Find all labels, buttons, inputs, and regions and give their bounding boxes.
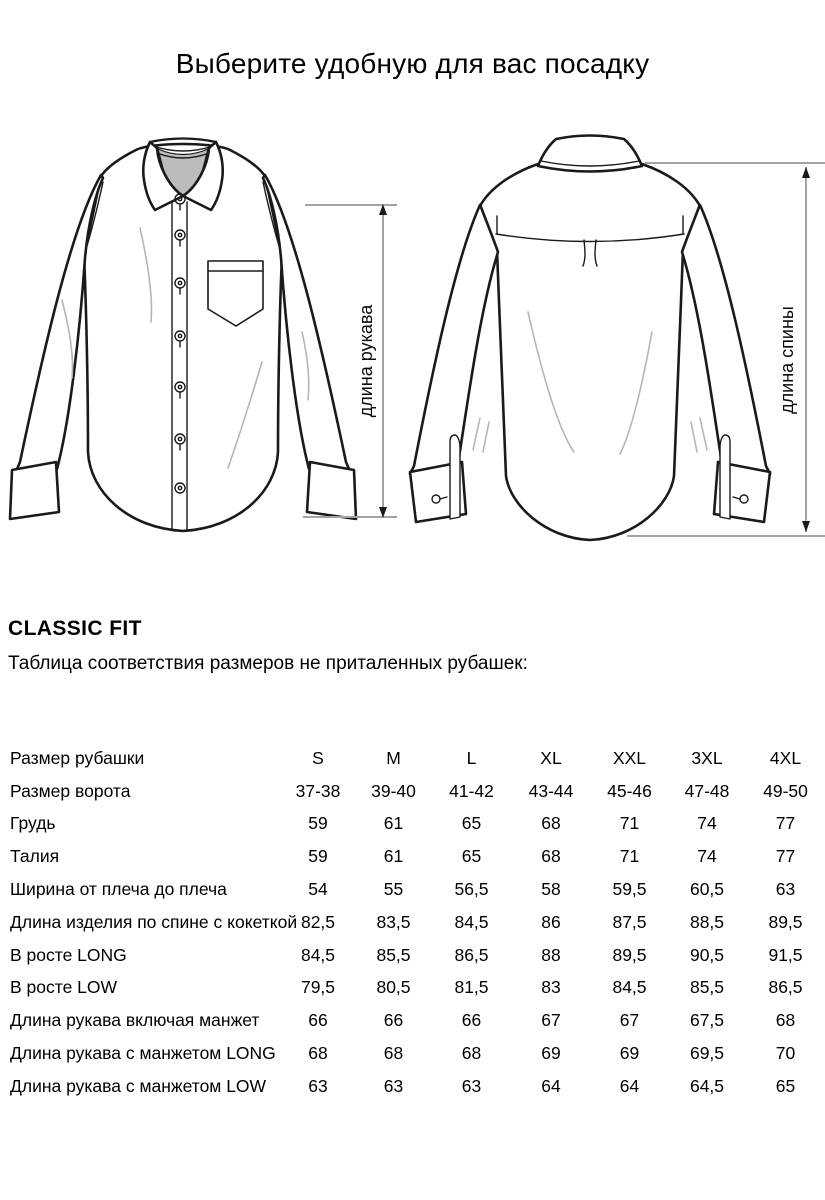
table-header-cell: XL — [540, 747, 562, 768]
table-cell: 68 — [461, 1043, 482, 1064]
table-header-cell: 3XL — [691, 747, 723, 768]
table-cell: 69,5 — [689, 1043, 725, 1064]
table-cell: 68 — [541, 846, 561, 867]
table-row-label: Длина изделия по спине с кокеткой — [10, 911, 298, 932]
table-cell: 45-46 — [607, 780, 652, 801]
table-cell: 49-50 — [763, 780, 808, 801]
table-row-label: Размер ворота — [10, 780, 131, 801]
table-header-cell: M — [386, 747, 401, 768]
table-cell: 65 — [775, 1075, 796, 1096]
table-cell: 41-42 — [449, 780, 494, 801]
table-cell: 60,5 — [689, 879, 725, 900]
table-cell: 64 — [541, 1075, 561, 1096]
table-cell: 88 — [541, 944, 561, 965]
table-cell: 74 — [697, 813, 717, 834]
table-subtitle: Таблица соответствия размеров не приталенных рубашек: — [8, 653, 528, 674]
table-header-cell: XXL — [612, 747, 647, 768]
shirt-back-drawing — [410, 136, 770, 541]
table-cell: 59,5 — [612, 879, 647, 900]
table-cell: 83 — [541, 977, 561, 998]
table-cell: 67 — [619, 1010, 640, 1031]
table-cell: 66 — [461, 1010, 482, 1031]
table-row-label: В росте LOW — [10, 977, 118, 998]
table-cell: 86 — [541, 911, 561, 932]
table-cell: 59 — [308, 846, 328, 867]
table-cell: 67,5 — [689, 1010, 725, 1031]
table-cell: 58 — [541, 879, 561, 900]
table-cell: 88,5 — [689, 911, 725, 932]
table-cell: 55 — [383, 879, 404, 900]
table-cell: 65 — [461, 813, 482, 834]
table-header-label: Размер рубашки — [10, 747, 145, 768]
table-cell: 81,5 — [454, 977, 489, 998]
table-cell: 65 — [461, 846, 482, 867]
table-cell: 74 — [697, 846, 717, 867]
table-cell: 77 — [775, 813, 796, 834]
table-cell: 84,5 — [300, 944, 336, 965]
table-cell: 61 — [383, 813, 404, 834]
table-cell: 64,5 — [689, 1075, 725, 1096]
table-cell: 59 — [308, 813, 328, 834]
table-cell: 68 — [541, 813, 561, 834]
table-cell: 89,5 — [768, 911, 803, 932]
table-cell: 82,5 — [300, 911, 336, 932]
table-row-label: Талия — [10, 846, 60, 867]
table-cell: 68 — [383, 1043, 404, 1064]
table-row-label: Длина рукава включая манжет — [10, 1010, 260, 1031]
table-row-label: Грудь — [10, 813, 56, 834]
table-cell: 69 — [541, 1043, 561, 1064]
table-cell: 64 — [619, 1075, 640, 1096]
table-cell: 67 — [541, 1010, 561, 1031]
table-cell: 63 — [461, 1075, 482, 1096]
table-cell: 70 — [775, 1043, 796, 1064]
table-cell: 71 — [619, 846, 640, 867]
table-cell: 39-40 — [371, 780, 416, 801]
table-cell: 91,5 — [768, 944, 803, 965]
table-cell: 37-38 — [295, 780, 341, 801]
table-row-label: Длина рукава с манжетом LONG — [10, 1043, 276, 1064]
back-length-label: длина спины — [777, 306, 797, 414]
table-cell: 79,5 — [300, 977, 336, 998]
table-row-label: Ширина от плеча до плеча — [10, 879, 227, 900]
table-cell: 86,5 — [768, 977, 803, 998]
table-cell: 43-44 — [528, 780, 574, 801]
table-cell: 68 — [308, 1043, 328, 1064]
table-cell: 63 — [383, 1075, 404, 1096]
table-cell: 68 — [775, 1010, 796, 1031]
table-row-label: В росте LONG — [10, 944, 127, 965]
table-cell: 84,5 — [612, 977, 647, 998]
table-cell: 47-48 — [684, 780, 730, 801]
classic-fit-heading: CLASSIC FIT — [8, 617, 142, 640]
table-cell: 77 — [775, 846, 796, 867]
table-cell: 90,5 — [689, 944, 725, 965]
table-cell: 66 — [308, 1010, 328, 1031]
table-cell: 80,5 — [376, 977, 411, 998]
table-cell: 83,5 — [376, 911, 411, 932]
table-cell: 87,5 — [612, 911, 647, 932]
table-cell: 85,5 — [689, 977, 725, 998]
table-cell: 71 — [619, 813, 640, 834]
table-header-cell: S — [312, 747, 324, 768]
table-cell: 69 — [619, 1043, 640, 1064]
table-cell: 56,5 — [454, 879, 489, 900]
table-cell: 66 — [383, 1010, 404, 1031]
sleeve-length-label: длина рукава — [356, 304, 376, 418]
shirt-front-drawing — [10, 139, 356, 532]
table-header-cell: 4XL — [769, 747, 802, 768]
page-title: Выберите удобную для вас посадку — [175, 48, 650, 79]
table-cell: 54 — [308, 879, 328, 900]
table-cell: 63 — [775, 879, 796, 900]
table-cell: 89,5 — [612, 944, 647, 965]
table-header-cell: L — [466, 747, 477, 768]
table-cell: 63 — [308, 1075, 328, 1096]
table-cell: 86,5 — [454, 944, 489, 965]
table-row-label: Длина рукава с манжетом LOW — [10, 1075, 267, 1096]
table-cell: 61 — [383, 846, 404, 867]
table-cell: 84,5 — [454, 911, 489, 932]
size-table — [8, 742, 825, 1103]
table-cell: 85,5 — [376, 944, 411, 965]
